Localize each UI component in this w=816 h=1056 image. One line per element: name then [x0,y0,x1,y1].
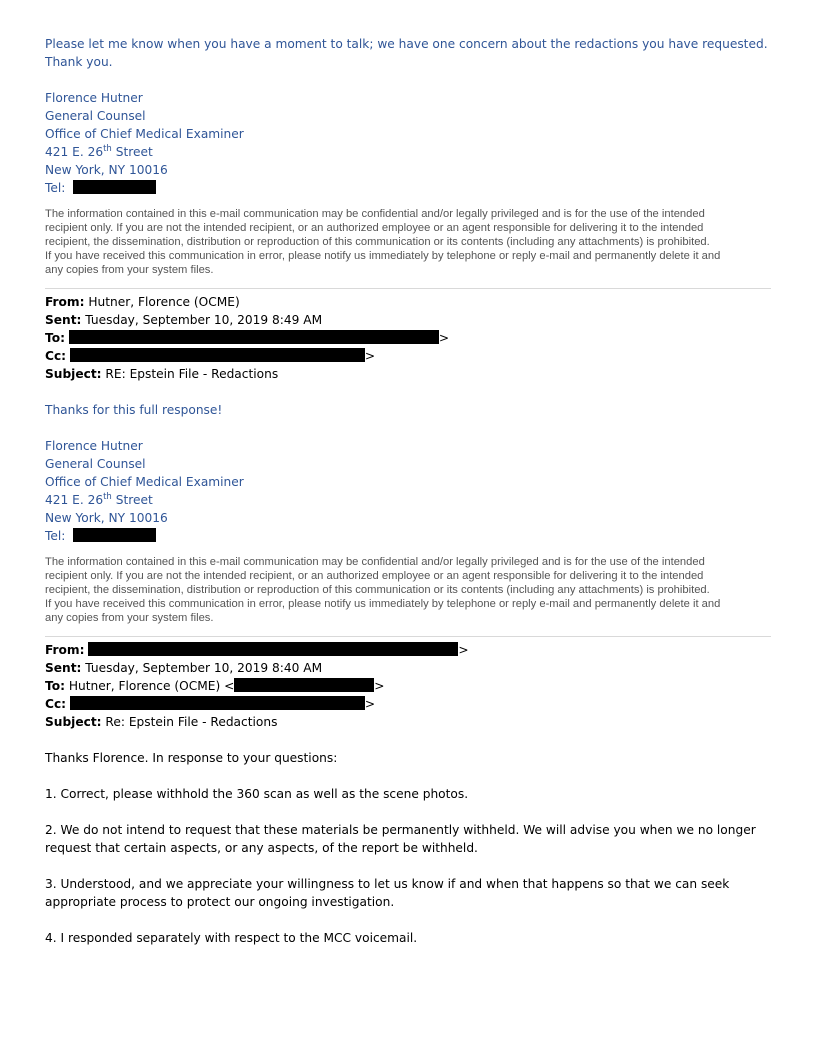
street-number: 421 E. 26 [45,145,104,159]
disclaimer-line: any copies from your system files. [45,612,214,624]
paragraph-2-line: 2. We do not intend to request that these materials be permanently withheld. We will advise you when we no longer [45,823,756,837]
street-suffix: th [103,492,112,502]
street-name: Street [111,145,153,159]
confidentiality-disclaimer [45,207,771,277]
signature-city: New York, NY 10016 [45,511,168,525]
redaction-bar [234,678,374,692]
signature-street [45,143,771,161]
subject-value: Re: Epstein File - Redactions [101,715,278,729]
disclaimer-line: The information contained in this e-mail communication may be confidential and/or legally privileged and is for the use of the intended [45,208,705,220]
paragraph-2-line: request that certain aspects, or any aspects, of the report be withheld. [45,841,478,855]
to-label: To: [45,679,65,693]
tel-label: Tel: [45,181,66,195]
redaction-bar [70,696,365,710]
email-document [45,35,771,947]
subject-value: RE: Epstein File - Redactions [101,367,279,381]
header-to [45,329,771,347]
signature-title: General Counsel [45,109,146,123]
sent-value: Tuesday, September 10, 2019 8:40 AM [81,661,323,675]
redaction-bar [88,642,458,656]
cc-label: Cc: [45,349,67,363]
disclaimer-line: any copies from your system files. [45,264,214,276]
header-sent [45,659,771,677]
signature-street [45,491,771,509]
bracket: > [364,697,376,711]
subject-label: Subject: [45,715,102,729]
to-value: Hutner, Florence (OCME) < [64,679,235,693]
street-number: 421 E. 26 [45,493,104,507]
street-name: Street [111,493,153,507]
message1-body [45,35,771,71]
signature-block [45,437,771,545]
paragraph-3-line: 3. Understood, and we appreciate your willingness to let us know if and when that happens so that we can seek [45,877,730,891]
paragraph-3-line: appropriate process to protect our ongoing investigation. [45,895,395,909]
bracket: > [438,331,450,345]
header-cc [45,695,771,713]
header-subject [45,365,771,383]
street-suffix: th [103,144,112,154]
bracket: > [458,643,469,657]
disclaimer-line: recipient only. If you are not the intended recipient, or an authorized employee or an agent responsible for delivering it to the intended [45,222,704,234]
redaction-bar [73,180,156,194]
redaction-bar [70,348,365,362]
redaction-bar [73,528,156,542]
from-label: From: [45,295,85,309]
disclaimer-line: The information contained in this e-mail communication may be confidential and/or legally privileged and is for the use of the intended [45,556,705,568]
sent-value: Tuesday, September 10, 2019 8:49 AM [81,313,323,327]
header-subject [45,713,771,731]
from-label: From: [45,643,85,657]
body-line: Please let me know when you have a moment to talk; we have one concern about the redactions you have requested. [45,37,768,51]
signature-title: General Counsel [45,457,146,471]
intro-paragraph: Thanks Florence. In response to your questions: [45,751,338,765]
sent-label: Sent: [45,313,82,327]
email-header [45,293,771,383]
paragraph-1: 1. Correct, please withhold the 360 scan as well as the scene photos. [45,787,469,801]
header-sent [45,311,771,329]
tel-label: Tel: [45,529,66,543]
from-value: Hutner, Florence (OCME) [84,295,240,309]
redaction-bar [69,330,439,344]
disclaimer-line: If you have received this communication in error, please notify us immediately by telephone or reply e-mail and permanently delete it and [45,598,721,610]
header-from [45,293,771,311]
to-label: To: [45,331,65,345]
divider [45,636,771,637]
header-cc [45,347,771,365]
disclaimer-line: If you have received this communication in error, please notify us immediately by telephone or reply e-mail and permanently delete it and [45,250,721,262]
signature-name: Florence Hutner [45,439,143,453]
signature-office: Office of Chief Medical Examiner [45,127,244,141]
disclaimer-line: recipient, the dissemination, distribution or reproduction of this communication or its contents (including any attachments) is prohibited. [45,236,710,248]
message2-body: Thanks for this full response! [45,403,223,417]
signature-tel [45,527,771,545]
divider [45,288,771,289]
paragraph-4: 4. I responded separately with respect to the MCC voicemail. [45,931,418,945]
header-to [45,677,771,695]
bracket: > [374,679,385,693]
subject-label: Subject: [45,367,102,381]
message3-body [45,749,771,947]
sent-label: Sent: [45,661,82,675]
signature-block [45,89,771,197]
cc-label: Cc: [45,697,67,711]
disclaimer-line: recipient only. If you are not the intended recipient, or an authorized employee or an agent responsible for delivering it to the intended [45,570,704,582]
bracket: > [364,349,376,363]
email-header [45,641,771,731]
body-line: Thank you. [45,55,113,69]
signature-name: Florence Hutner [45,91,143,105]
confidentiality-disclaimer [45,555,771,625]
signature-office: Office of Chief Medical Examiner [45,475,244,489]
signature-city: New York, NY 10016 [45,163,168,177]
signature-tel [45,179,771,197]
header-from [45,641,771,659]
disclaimer-line: recipient, the dissemination, distribution or reproduction of this communication or its contents (including any attachments) is prohibited. [45,584,710,596]
